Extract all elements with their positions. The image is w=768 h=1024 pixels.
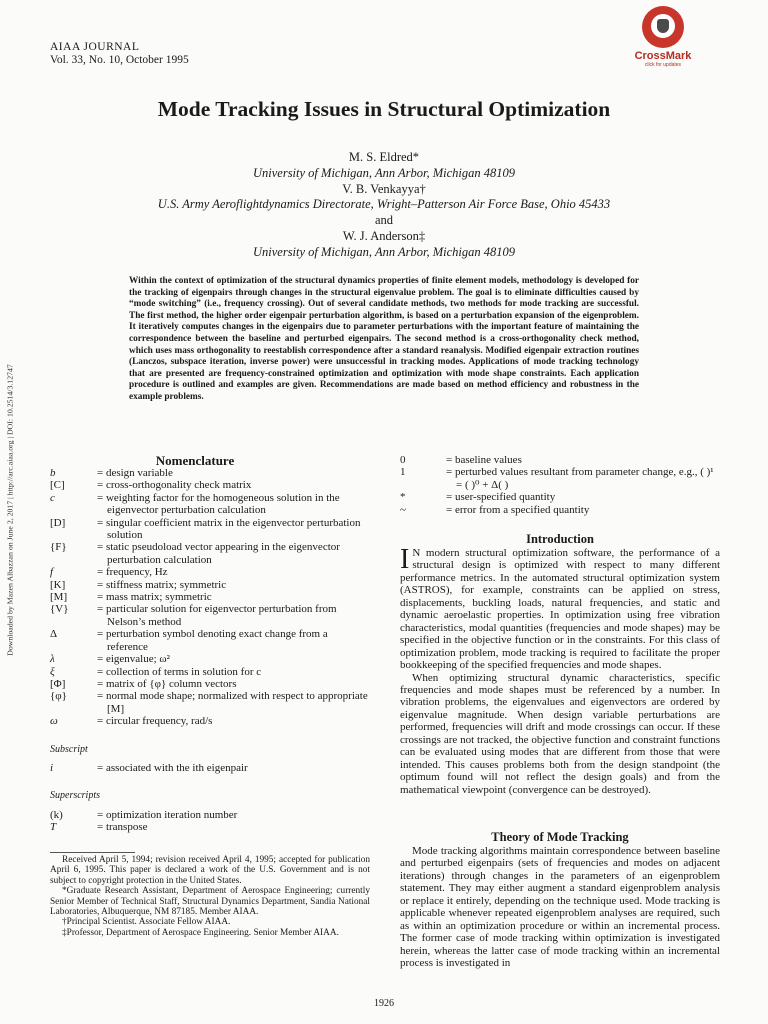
nomenclature-symbol: * [400,491,406,504]
journal-header [50,41,189,67]
nomenclature-entry [50,809,370,821]
nomenclature-entry [400,491,720,503]
nomenclature-symbol: [K] [50,578,66,591]
nomenclature-symbol: [M] [50,591,68,604]
footnote: †Principal Scientist. Associate Fellow AIAA. [62,917,231,928]
nomenclature-heading: Nomenclature [155,453,235,468]
author-affiliation: University of Michigan, Ann Arbor, Michigan 48109 [252,165,516,180]
nomenclature-definition: = circular frequency, rad/s [97,715,213,728]
nomenclature-symbol: Δ [50,628,58,641]
paper-title: Mode Tracking Issues in Structural Optimization [157,97,611,121]
nomenclature-symbol: ~ [400,503,406,516]
nomenclature-definition: = singular coefficient matrix in the eigenvector perturbation solution [97,516,361,542]
author-block [0,150,768,261]
theory-body [400,845,720,970]
nomenclature-entry [50,653,370,665]
nomenclature-entry [50,492,370,517]
nomenclature-symbol: (k) [50,808,63,821]
nomenclature-symbol: b [50,467,56,479]
nomenclature-symbol: [C] [50,479,65,492]
paragraph: When optimizing structural dynamic characteristics, specific frequencies and mode shapes must be referenced by a number. In vibration problems, the eigenvalues and eigenvectors are ordered by eigenvalue magnitude. When design variable perturbations are performed, frequencies will drift and mode crossings can occur. If these crossings are not tracked, the objective function and constraint functions can be evaluated using modes that are different from those that were intended. This causes problems both from the design standpoint (the optimum found will not reflect the design goals) and from the mathematical viewpoint (convergence can be destroyed). [400,671,720,796]
nomenclature-entry [400,454,720,466]
journal-name: AIAA JOURNAL [50,41,140,53]
nomenclature-symbol: [D] [50,516,66,529]
crossmark-sub: click for updates [644,62,682,68]
page-number: 1926 [374,998,394,1009]
nomenclature-definition: = static pseudoload vector appearing in the eigenvector perturbation calculation [97,541,340,566]
nomenclature-symbol: {φ} [50,690,67,703]
nomenclature-definition: = matrix of {φ} column vectors [97,677,237,690]
nomenclature-definition: = normal mode shape; normalized with respect to appropriate [M] [97,690,368,715]
nomenclature-entry [50,666,370,678]
nomenclature-definition: = associated with the ith eigenpair [97,761,248,774]
nomenclature-symbol: [Φ] [50,677,66,690]
nomenclature-entry [50,541,370,566]
nomenclature-symbol: ξ [50,665,55,678]
side-note-text: Downloaded by Mazen Albazzan on June 2, 2017 | http://arc.aiaa.org | DOI: 10.2514/3.12747 [5,364,15,656]
nomenclature-definition: = optimization iteration number [97,808,238,821]
journal-volume: Vol. 33, No. 10, October 1995 [50,54,189,66]
nomenclature-definition: = frequency, Hz [97,566,168,579]
nomenclature-subheading: Subscript [50,743,88,755]
nomenclature-definition: = error from a specified quantity [446,503,590,516]
nomenclature-symbol: f [50,566,54,579]
footnotes [50,855,370,938]
nomenclature-definition: = mass matrix; symmetric [97,591,212,604]
download-side-note [4,320,16,700]
nomenclature-entry [400,504,720,516]
nomenclature-definition: = particular solution for eigenvector perturbation from Nelson’s method [97,603,337,628]
author-name: V. B. Venkayya† [342,181,426,196]
author-name: M. S. Eldred* [348,150,420,164]
drop-cap: I [400,544,410,575]
nomenclature-definition: = cross-orthogonality check matrix [97,479,252,492]
nomenclature-subheading: Superscripts [50,790,100,802]
nomenclature-entry [50,579,370,591]
footnote: Received April 5, 1994; revision received April 4, 1995; accepted for publication April 6, 1995. This paper is declared a work of the U.S. Government and is not subject to copyright protection in the United States. [50,855,370,886]
nomenclature-symbol: ω [50,715,58,728]
author-affiliation: U.S. Army Aeroflightdynamics Directorate, Wright–Patterson Air Force Base, Ohio 45433 [157,197,611,212]
author-affiliation: University of Michigan, Ann Arbor, Michigan 48109 [252,244,516,259]
introduction-body [400,544,720,796]
nomenclature-definition: = transpose [97,821,148,834]
nomenclature-entry [50,690,370,715]
author-conjunction: and [374,213,394,228]
nomenclature-symbol: 1 [400,466,406,479]
nomenclature-entry [50,566,370,578]
nomenclature-entry [50,715,370,727]
nomenclature-entry [50,628,370,653]
nomenclature-symbol: {F} [50,541,67,554]
nomenclature-definition: = baseline values [446,454,522,466]
nomenclature-definition: = design variable [97,467,173,479]
nomenclature-entry [50,678,370,690]
nomenclature-entry [50,603,370,628]
nomenclature-list [50,467,370,834]
crossmark-label: CrossMark [634,50,692,62]
nomenclature-symbol: i [50,761,54,774]
nomenclature-definition: = perturbed values resultant from parameter change, e.g., ( )¹ = ( )⁰ + Δ( ) [446,466,714,491]
crossmark-icon [642,6,684,48]
nomenclature-entry [50,591,370,603]
nomenclature-symbol: λ [50,653,55,666]
nomenclature-definition: = perturbation symbol denoting exact change from a reference [97,628,328,653]
nomenclature-symbol: 0 [400,454,406,466]
nomenclature-symbol: {V} [50,603,69,616]
nomenclature-entry [50,762,370,774]
crossmark-badge[interactable] [622,6,704,68]
section-heading-theory: Theory of Mode Tracking [491,830,629,844]
author-name: W. J. Anderson‡ [342,228,426,243]
footnote-rule [50,852,135,853]
nomenclature-entry [400,466,720,491]
paragraph: Mode tracking algorithms maintain correspondence between baseline and perturbed eigenpairs (sets of frequencies and modes on adjacent iterations) through changes in the parameters of an eigenproblem statement. They may either augment a standard eigenproblem analysis or replace it entirely, depending on the technique used. Mode tracking is applicable whenever repeated eigenproblem analyses are required, such as within an optimization procedure or within an incremental process. The former case of mode tracking within optimization is investigated herein, whereas the latter case of mode tracking within an incremental process is investigated in [400,845,720,970]
nomenclature-symbol: c [50,491,55,504]
footnote: ‡Professor, Department of Aerospace Engineering. Senior Member AIAA. [62,927,339,938]
nomenclature-entry [50,467,370,479]
nomenclature-entry [50,821,370,833]
footnote: *Graduate Research Assistant, Department of Aerospace Engineering; currently Senior Member of Technical Staff, Structural Dynamics Department, Sandia National Laboratories, Albuquerque, NM 87185. Member AIAA. [50,886,370,918]
nomenclature-symbol: T [50,821,57,834]
nomenclature-entry [50,517,370,542]
section-heading-introduction: Introduction [526,532,594,546]
paragraph: I N modern structural optimization software, the performance of a structural design is optimized with respect to many different performance metrics. In the automated structural optimization system (ASTROS), for example, constraints can be applied on stress, displacements, buckling loads, natural frequencies, and static and dynamic aeroelastic properties. In optimization using free vibration characteristics, modal quantities (frequencies and mode shapes) may be specified in the objective function or in the constraints. For this class of optimization problem, mode tracking is required to facilitate the proper bookkeeping of the specified frequencies and mode shapes. [400,544,720,672]
nomenclature-continued [400,454,720,516]
nomenclature-definition: = stiffness matrix; symmetric [97,578,227,591]
nomenclature-definition: = collection of terms in solution for c [97,665,262,678]
nomenclature-entry [50,479,370,491]
nomenclature-definition: = weighting factor for the homogeneous solution in the eigenvector perturbation calculation [97,491,340,517]
nomenclature-definition: = eigenvalue; ω² [97,653,170,666]
abstract: Within the context of optimization of the structural dynamics properties of finite element models, methodology is developed for the tracking of eigenpairs through changes in the structural eigenvalue problem. The goal is to eliminate difficulties caused by “mode switching” (i.e., frequency crossing). Out of several candidate methods, two methods for mode tracking are successful. The first method, the higher order eigenpair perturbation algorithm, is based on a perturbation expansion of the eigenproblem. It iteratively computes changes in the eigenpairs due to parameter perturbations with the important feature of maintaining the correspondence between the baseline and perturbed eigenpairs. The second method is a cross-orthogonality check method, which uses mass orthogonality to reestablish correspondence after a standard reanalysis. Modified eigenpair extraction routines (Lanczos, subspace iteration, inverse power) were unsuccessful in tracking modes. Applications of mode tracking technology that are presented are frequency-constrained optimization and optimization with mode shape constraints. Each application procedure is outlined and examples are given. Recommendations are made based on method efficiency and robustness in the example problems. [129,276,639,402]
nomenclature-definition: = user-specified quantity [446,491,556,504]
